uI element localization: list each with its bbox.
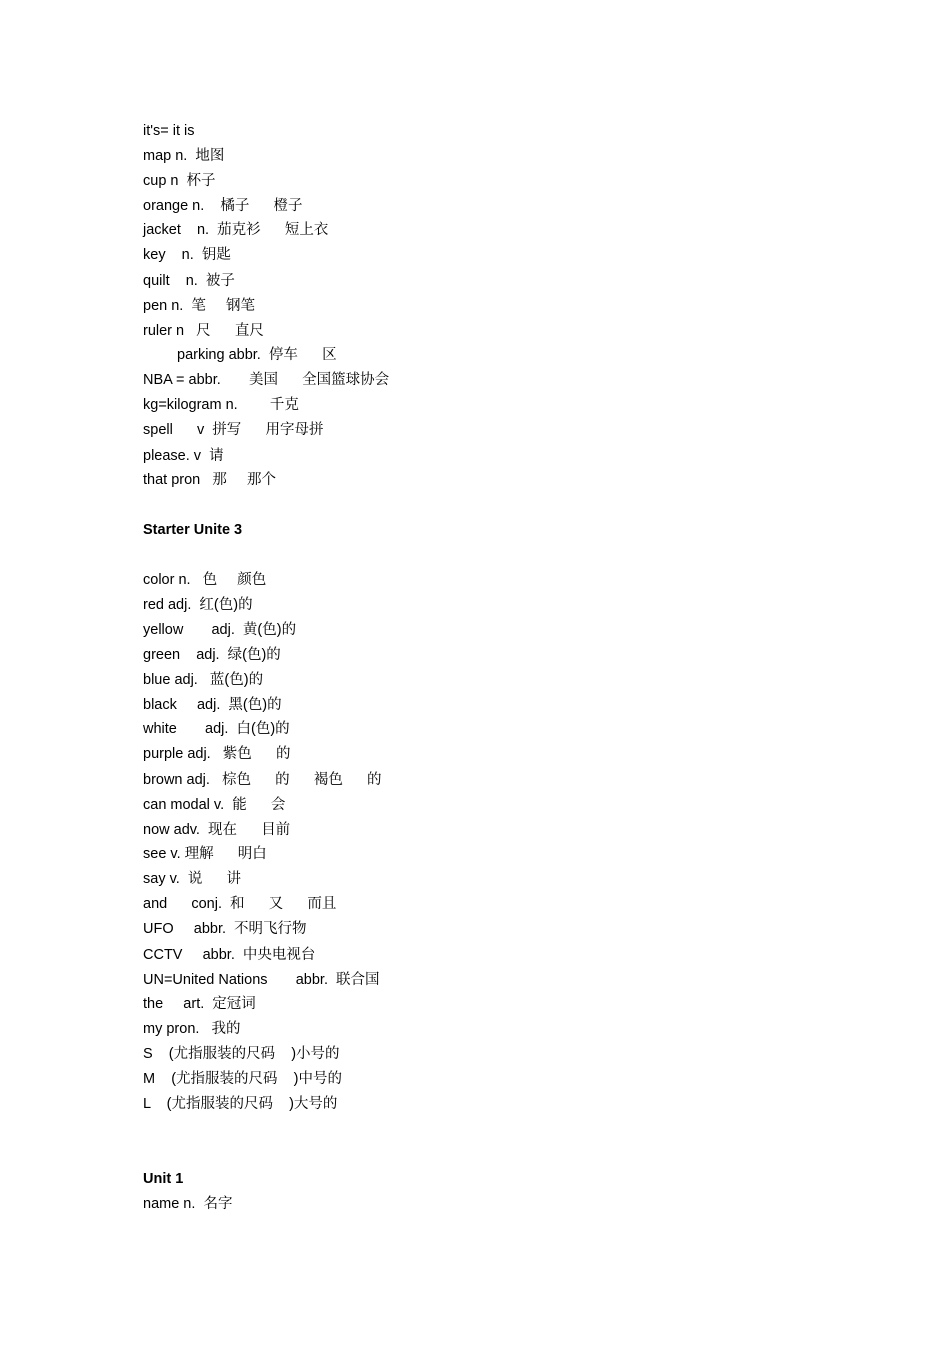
vocab-line: now adv. 现在 目前 xyxy=(143,822,291,838)
vocab-line: quilt n. 被子 xyxy=(143,273,235,289)
vocab-line: L (尤指服装的尺码 )大号的 xyxy=(143,1096,338,1112)
vocab-line: S (尤指服装的尺码 )小号的 xyxy=(143,1046,340,1062)
vocab-line: key n. 钥匙 xyxy=(143,247,231,263)
vocab-line: green adj. 绿(色)的 xyxy=(143,647,281,663)
vocab-line: see v. 理解 明白 xyxy=(143,846,267,862)
vocab-line: the art. 定冠词 xyxy=(143,996,256,1012)
vocab-line: blue adj. 蓝(色)的 xyxy=(143,672,264,688)
vocab-line: CCTV abbr. 中央电视台 xyxy=(143,947,316,963)
vocab-line: white adj. 白(色)的 xyxy=(143,721,290,737)
vocab-line: UN=United Nations abbr. 联合国 xyxy=(143,972,380,988)
vocab-line: ruler n 尺 直尺 xyxy=(143,323,264,339)
vocab-line: it's= it is xyxy=(143,123,195,139)
vocab-line: and conj. 和 又 而且 xyxy=(143,896,337,912)
vocab-line: red adj. 红(色)的 xyxy=(143,597,253,613)
vocab-line: M (尤指服装的尺码 )中号的 xyxy=(143,1071,342,1087)
vocab-line: purple adj. 紫色 的 xyxy=(143,746,291,762)
vocab-line: brown adj. 棕色 的 褐色 的 xyxy=(143,772,382,788)
section-heading: Starter Unite 3 xyxy=(143,522,243,538)
vocab-line: say v. 说 讲 xyxy=(143,871,242,887)
vocab-line: kg=kilogram n. 千克 xyxy=(143,397,299,413)
vocab-line: yellow adj. 黄(色)的 xyxy=(143,622,297,638)
vocab-line: please. v 请 xyxy=(143,448,224,464)
vocab-line: can modal v. 能 会 xyxy=(143,797,286,813)
vocab-line: cup n 杯子 xyxy=(143,173,216,189)
vocab-line: spell v 拼写 用字母拼 xyxy=(143,422,324,438)
vocab-line: parking abbr. 停车 区 xyxy=(177,347,337,363)
vocab-line: that pron 那 那个 xyxy=(143,472,276,488)
vocab-line: black adj. 黑(色)的 xyxy=(143,697,282,713)
vocab-line: jacket n. 茄克衫 短上衣 xyxy=(143,222,329,238)
vocab-line: orange n. 橘子 橙子 xyxy=(143,198,303,214)
vocab-line: UFO abbr. 不明飞行物 xyxy=(143,921,307,937)
vocab-line: NBA = abbr. 美国 全国篮球协会 xyxy=(143,372,390,388)
vocab-line: my pron. 我的 xyxy=(143,1021,241,1037)
vocab-line: color n. 色 颜色 xyxy=(143,572,267,588)
vocab-line: name n. 名字 xyxy=(143,1196,233,1212)
vocab-line: pen n. 笔 钢笔 xyxy=(143,298,256,314)
vocab-line: map n. 地图 xyxy=(143,148,225,164)
section-heading: Unit 1 xyxy=(143,1171,184,1187)
